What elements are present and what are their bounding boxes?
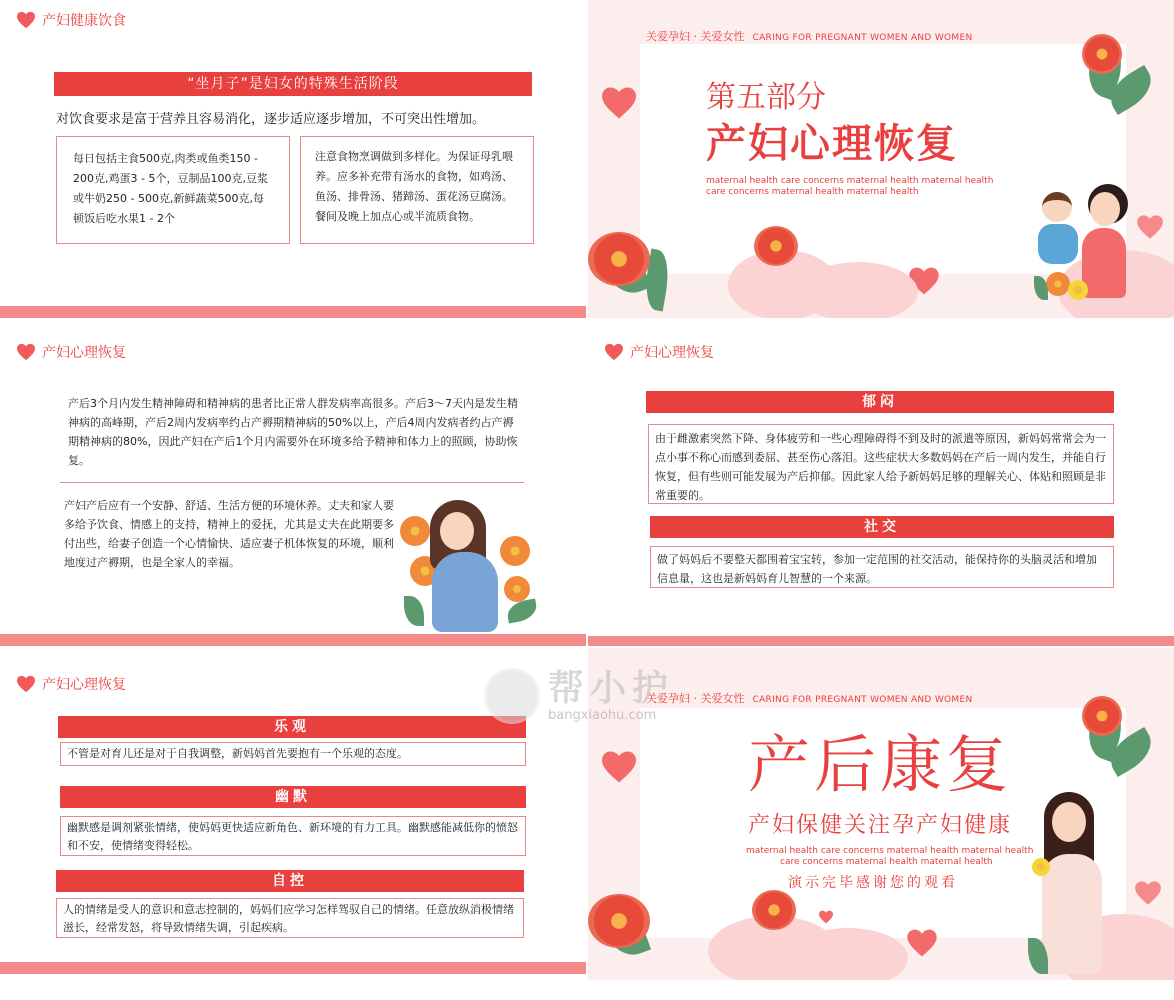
english-line-1: maternal health care concerns maternal health maternal health: [746, 846, 1034, 856]
section-bar-self-control: 自控: [56, 870, 524, 892]
heart-icon: [600, 86, 638, 120]
humor-box: 幽默感是调剂紧张情绪，使妈妈更快适应新角色、新环境的有力工具。幽默感能减低你的愤怒和不安，使情绪变得轻松。: [60, 816, 526, 856]
slide-header: [16, 674, 126, 694]
mother-child-illustration: [1034, 176, 1134, 306]
self-control-box: 人的情绪是受人的意识和意志控制的，妈妈们应学习怎样驾驭自己的情绪。任意放纵消极情绪滋长，经常发怒，将导致情绪失调，引起疾病。: [56, 898, 524, 938]
watermark: [484, 668, 674, 724]
slide-header: [604, 342, 714, 362]
header-title: 产妇心理恢复: [42, 345, 126, 361]
bottom-bar: [0, 634, 586, 646]
slide-diet[interactable]: [0, 0, 586, 318]
pregnant-woman-illustration: [400, 496, 536, 636]
english-line-1: maternal health care concerns maternal health maternal health: [706, 176, 994, 186]
slide-header: [16, 10, 126, 30]
heart-icon: [16, 675, 36, 693]
watermark-url: bangxiaohu.com: [548, 707, 657, 723]
tagline-cn: 关爱孕妇 · 关爱女性: [646, 30, 745, 43]
tagline-cn: 关爱孕妇 · 关爱女性: [646, 692, 745, 705]
closing-subtitle: 产妇保健关注孕产妇健康: [748, 813, 1013, 838]
tagline-en: CARING FOR PREGNANT WOMEN AND WOMEN: [752, 695, 973, 705]
red-flower-decoration: [588, 894, 650, 948]
thanks-text: 演示完毕感谢您的观看: [788, 875, 958, 891]
optimism-box: 不管是对育儿还是对于自我调整，新妈妈首先要抱有一个乐观的态度。: [60, 742, 526, 766]
social-box: 做了妈妈后不要整天都围着宝宝转，参加一定范围的社交活动，能保持你的头脑灵活和增加信息量，这也是新妈妈育儿智慧的一个来源。: [650, 546, 1114, 588]
slide-psych-recovery-1[interactable]: [0, 320, 586, 646]
slide-psych-recovery-2[interactable]: [588, 320, 1174, 646]
heart-icon: [1136, 214, 1164, 240]
cloud-decoration: [798, 262, 918, 318]
red-flower-decoration: [752, 890, 796, 930]
heart-icon: [16, 11, 36, 29]
divider: [60, 482, 524, 483]
heart-icon: [1134, 880, 1162, 906]
bottom-bar: [588, 636, 1174, 646]
section-bar-humor: 幽默: [60, 786, 526, 808]
section-bar-social: 社交: [650, 516, 1114, 538]
psychosis-paragraph: 产后3个月内发生精神障碍和精神病的患者比正常人群发病率高很多。产后3～7天内是发生精神病的高峰期，产后2周内发病率约占产褥期精神病的50%以上，产后4周内发病者约占产褥期精神病的80%，因此产妇在产后1个月内需要外在环境多给予精神和体力上的照顾，协助恢复。: [68, 397, 518, 467]
depression-box: 由于雌激素突然下降、身体疲劳和一些心理障碍得不到及时的派遣等原因，新妈妈常常会为一点小事不称心而感到委屈、甚至伤心落泪。这些症状大多数妈妈在产后一周内发生，并能自行恢复，但有些则可能发展为产后抑郁。因此家人给予新妈妈足够的理解关心、体贴和照顾是非常重要的。: [648, 424, 1114, 504]
header-title: 产妇心理恢复: [42, 677, 126, 693]
heart-icon: [600, 750, 638, 784]
red-flower-decoration: [1082, 34, 1122, 74]
heart-icon: [818, 910, 834, 924]
tagline-en: CARING FOR PREGNANT WOMEN AND WOMEN: [752, 33, 973, 43]
part-label: 第五部分: [706, 80, 826, 115]
red-flower-decoration: [1082, 696, 1122, 736]
english-line-2: care concerns maternal health maternal health: [706, 187, 919, 197]
top-tagline: [646, 28, 973, 44]
watermark-logo-icon: [484, 668, 540, 724]
diet-quantity-box: 每日包括主食500克,肉类或鱼类150 - 200克,鸡蛋3 - 5个，豆制品100克,豆浆或牛奶250 - 500克,新鲜蔬菜500克,每顿饭后吃水果1 - 2个: [56, 136, 290, 244]
part-title: 产妇心理恢复: [706, 121, 958, 167]
support-paragraph: 产妇产后应有一个安静、舒适、生活方便的环境休养。丈夫和家人要多给予饮食、情感上的支持，精神上的爱抚，尤其是丈夫在此期要多付出些，给妻子创造一个心情愉快、适应妻子机体恢复的环境，顺利地度过产褥期，也是全家人的幸福。: [64, 499, 394, 569]
header-title: 产妇健康饮食: [42, 13, 126, 29]
slide-header: [16, 342, 126, 362]
english-line-2: care concerns maternal health maternal health: [780, 857, 993, 867]
header-title: 产妇心理恢复: [630, 345, 714, 361]
section-bar-optimism: 乐观: [58, 716, 526, 738]
diet-variety-box: 注意食物烹调做到多样化。为保证母乳喂养。应多补充带有汤水的食物，如鸡汤、鱼汤、排骨汤、猪蹄汤、蛋花汤豆腐汤。餐间及晚上加点心或半流质食物。: [300, 136, 534, 244]
watermark-text: 帮小护: [548, 667, 675, 709]
section-bar-depression: 郁闷: [646, 391, 1114, 413]
slide-closing-cover[interactable]: [588, 648, 1174, 980]
cloud-decoration: [788, 928, 908, 980]
heart-icon: [16, 343, 36, 361]
red-flower-decoration: [588, 232, 650, 286]
slide-part5-cover[interactable]: [588, 0, 1174, 318]
red-flower-decoration: [754, 226, 798, 266]
bottom-bar: [0, 306, 586, 318]
heart-icon: [906, 928, 938, 958]
bottom-bar: [0, 962, 586, 974]
pregnant-mother-illustration: [1028, 788, 1124, 978]
top-tagline: [646, 690, 973, 706]
heart-icon: [604, 343, 624, 361]
closing-title: 产后康复: [748, 728, 1013, 801]
section-title-bar: “坐月子”是妇女的特殊生活阶段: [54, 72, 532, 96]
lead-text: 对饮食要求是富于营养且容易消化，逐步适应逐步增加，不可突出性增加。: [56, 112, 486, 127]
